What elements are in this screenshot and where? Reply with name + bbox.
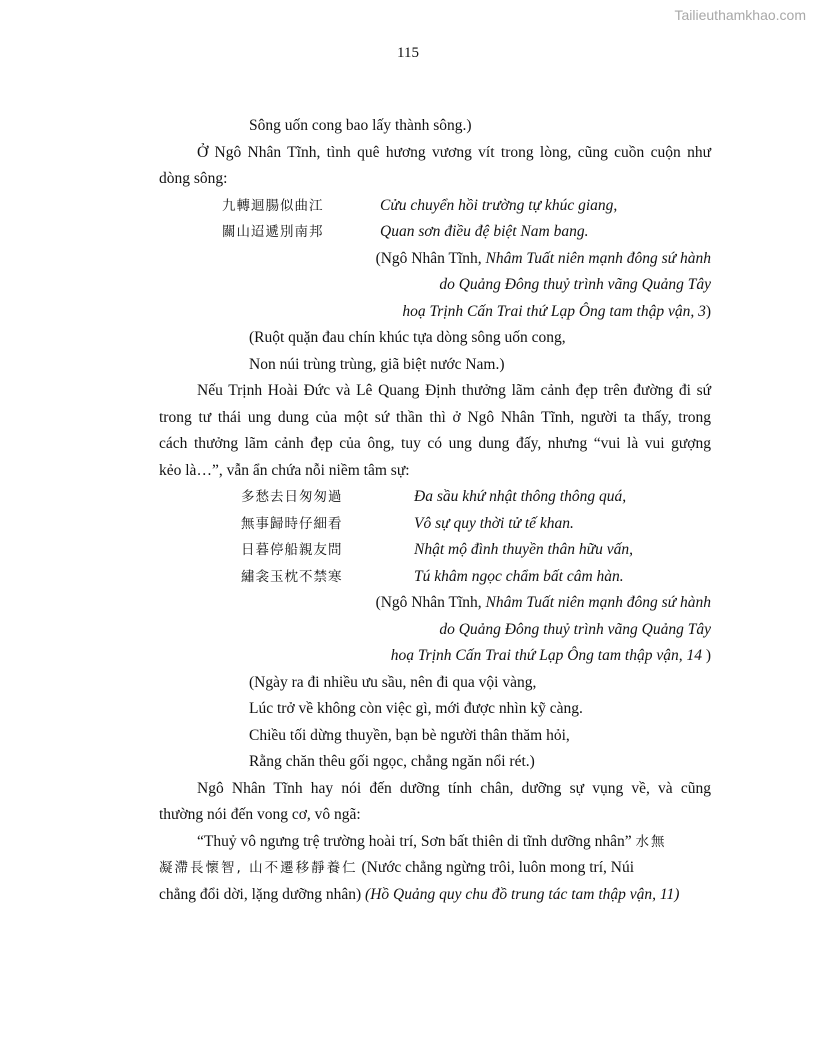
han-verse: 無事歸時仔細看 xyxy=(241,515,343,532)
verse-translation-line: (Ngày ra đi nhiều ưu sầu, nên đi qua vội vàng, xyxy=(249,673,537,691)
citation-line xyxy=(159,299,711,326)
viet-verse: Nhật mộ đình thuyền thân hữu vấn, xyxy=(414,541,633,558)
paragraph-line: thường nói đến vong cơ, vô ngã: xyxy=(159,806,361,823)
verse-translation-line: Non núi trùng trùng, giã biệt nước Nam.) xyxy=(249,355,505,373)
citation-close: ) xyxy=(705,302,711,320)
citation-title: do Quảng Đông thuỷ trình vãng Quảng Tây xyxy=(439,276,711,293)
quote-translation: (Nước chẳng ngừng trôi, luôn mong trí, Núi xyxy=(357,859,634,876)
paragraph-line: Ở Ngô Nhân Tĩnh, tình quê hương vương vít trong lòng, cũng cuồn cuộn như xyxy=(197,143,711,161)
citation-title: hoạ Trịnh Cấn Trai thứ Lạp Ông tam thập vận, 3 xyxy=(402,302,706,320)
page-body xyxy=(159,113,711,908)
citation-author: (Ngô Nhân Tĩnh, xyxy=(375,249,486,267)
han-verse: 九轉迴腸似曲江 xyxy=(222,197,324,214)
viet-verse: Quan sơn điều đệ biệt Nam bang. xyxy=(380,223,589,240)
citation-title: hoạ Trịnh Cấn Trai thứ Lạp Ông tam thập vận, 14 xyxy=(390,647,706,664)
poem-line xyxy=(159,484,711,511)
poem-line xyxy=(159,193,711,220)
quote-text: “Thuỷ vô ngưng trệ trường hoài trí, Sơn bất thiên di tĩnh dưỡng nhân” xyxy=(197,832,636,850)
poem-line xyxy=(159,537,711,564)
citation-title: Nhâm Tuất niên mạnh đông sứ hành xyxy=(485,249,711,267)
citation-close: ) xyxy=(705,647,711,664)
han-verse: 多愁去日匆匆過 xyxy=(241,489,343,505)
paragraph-line: kẻo là…”, vẫn ẩn chứa nỗi niềm tâm sự: xyxy=(159,461,410,479)
han-verse: 日暮停船親友問 xyxy=(241,542,343,558)
paragraph-line xyxy=(159,882,711,909)
poem-line xyxy=(159,564,711,591)
han-quote: 凝滯長懷智, 山不遷移靜養仁 xyxy=(159,860,358,876)
poem-line xyxy=(159,219,711,246)
quote-translation: chẳng đổi dời, lặng dưỡng nhân) xyxy=(159,885,366,903)
page-number: 115 xyxy=(397,45,419,61)
paragraph-line: trong tư thái ung dung của một sứ thần thì ở Ngô Nhân Tĩnh, người ta thấy, trong xyxy=(159,408,711,426)
paragraph-line xyxy=(159,855,711,882)
verse-translation-line: (Ruột quặn đau chín khúc tựa dòng sông uốn cong, xyxy=(249,329,566,346)
viet-verse: Tú khâm ngọc chẩm bất câm hàn. xyxy=(414,567,624,585)
verse-translation-line: Sông uốn cong bao lấy thành sông.) xyxy=(249,117,472,134)
viet-verse: Đa sầu khứ nhật thông thông quá, xyxy=(414,488,627,505)
paragraph-line xyxy=(159,829,711,856)
citation-line xyxy=(159,246,711,273)
verse-translation-line: Lúc trở về không còn việc gì, mới được nhìn kỹ càng. xyxy=(249,700,583,717)
quote-source: (Hồ Quảng quy chu đồ trung tác tam thập vận, 11) xyxy=(365,885,680,903)
viet-verse: Vô sự quy thời tử tế khan. xyxy=(414,514,574,532)
citation-line xyxy=(159,617,711,644)
citation-author: (Ngô Nhân Tĩnh, xyxy=(375,594,486,611)
verse-translation-line: Rằng chăn thêu gối ngọc, chẳng ngăn nổi rét.) xyxy=(249,753,535,770)
verse-translation-line: Chiều tối dừng thuyền, bạn bè người thân thăm hỏi, xyxy=(249,726,570,744)
watermark: Tailieuthamkhao.com xyxy=(674,7,806,23)
citation-title: Nhâm Tuất niên mạnh đông sứ hành xyxy=(485,594,711,611)
paragraph-line: cách thưởng lãm cảnh đẹp của ông, tuy có ung dung đấy, nhưng “vui là vui gượng xyxy=(159,435,711,452)
paragraph-line: Ngô Nhân Tĩnh hay nói đến dưỡng tính chân, dưỡng sự vụng về, và cũng xyxy=(197,779,711,797)
han-verse: 關山迢遞別南邦 xyxy=(222,224,324,240)
viet-verse: Cửu chuyển hồi trường tự khúc giang, xyxy=(380,196,618,214)
paragraph-line: dòng sông: xyxy=(159,170,228,187)
paragraph-line: Nếu Trịnh Hoài Đức và Lê Quang Định thưởng lãm cảnh đẹp trên đường đi sứ xyxy=(197,382,711,399)
citation-line xyxy=(159,643,711,670)
han-quote: 水無 xyxy=(635,833,667,850)
citation-title: do Quảng Đông thuỷ trình vãng Quảng Tây xyxy=(439,620,711,638)
citation-line xyxy=(159,272,711,299)
poem-line xyxy=(159,511,711,538)
han-verse: 繡衾玉枕不禁寒 xyxy=(241,568,343,585)
citation-line xyxy=(159,590,711,617)
